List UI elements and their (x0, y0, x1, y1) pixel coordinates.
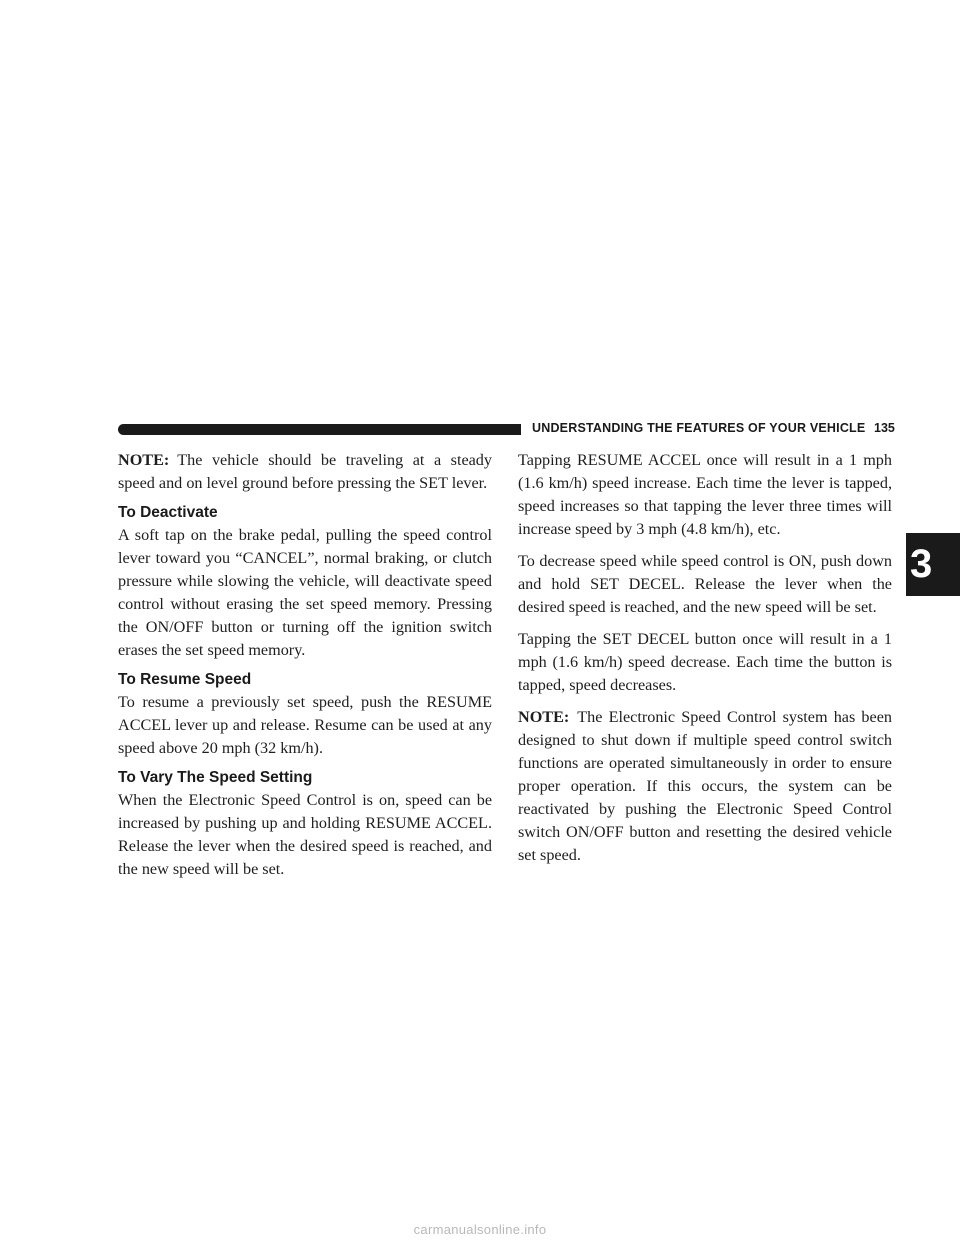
note-label: NOTE: (118, 451, 170, 469)
decrease-speed-paragraph: To decrease speed while speed control is ON, push down and hold SET DECEL. Release the lever when the desired speed is reached, and the new speed will be set. (518, 552, 892, 616)
note-label-2: NOTE: (518, 708, 570, 726)
note-paragraph-2 (518, 706, 892, 867)
section-heading-resume: To Resume Speed (118, 671, 252, 688)
vary-speed-paragraph: When the Electronic Speed Control is on, speed can be increased by pushing up and holding RESUME ACCEL. Release the lever when the desired speed is reached, and the new speed will be set. (118, 791, 492, 878)
note-text: The vehicle should be traveling at a steady speed and on level ground before pressing the SET lever. (118, 451, 492, 492)
watermark-text: carmanualsonline.info (413, 1222, 547, 1237)
resume-paragraph: To resume a previously set speed, push the RESUME ACCEL lever up and release. Resume can be used at any speed above 20 mph (32 km/h). (118, 693, 492, 757)
header-bar (118, 424, 521, 435)
section-heading-deactivate: To Deactivate (118, 504, 218, 521)
note-text-2: The Electronic Speed Control system has been designed to shut down if multiple speed control switch functions are operated simultaneously in order to ensure proper operation. If this occurs, the system can be reactivated by pushing the Electronic Speed Control switch ON/OFF button and resetting the desired vehicle set speed. (518, 708, 892, 864)
deactivate-paragraph: A soft tap on the brake pedal, pulling the speed control lever toward you “CANCEL”, normal braking, or clutch pressure while slowing the vehicle, will deactivate speed control without erasing the set speed memory. Pressing the ON/OFF button or turning off the ignition switch erases the set speed memory. (118, 526, 492, 659)
chapter-tab: 3 (906, 533, 960, 596)
running-header-title: UNDERSTANDING THE FEATURES OF YOUR VEHICLE (532, 421, 866, 435)
section-heading-vary-speed: To Vary The Speed Setting (118, 769, 313, 786)
resume-accel-paragraph: Tapping RESUME ACCEL once will result in a 1 mph (1.6 km/h) speed increase. Each time the lever is tapped, speed increases so that tapping the lever three times will increase speed by 3 mph (4.8 km/h), etc. (518, 451, 892, 538)
page-number: 135 (874, 421, 895, 435)
note-paragraph (118, 449, 492, 495)
set-decel-paragraph: Tapping the SET DECEL button once will result in a 1 mph (1.6 km/h) speed decrease. Each time the button is tapped, speed decreases. (518, 630, 892, 694)
left-column (118, 449, 492, 881)
right-column (518, 449, 892, 867)
